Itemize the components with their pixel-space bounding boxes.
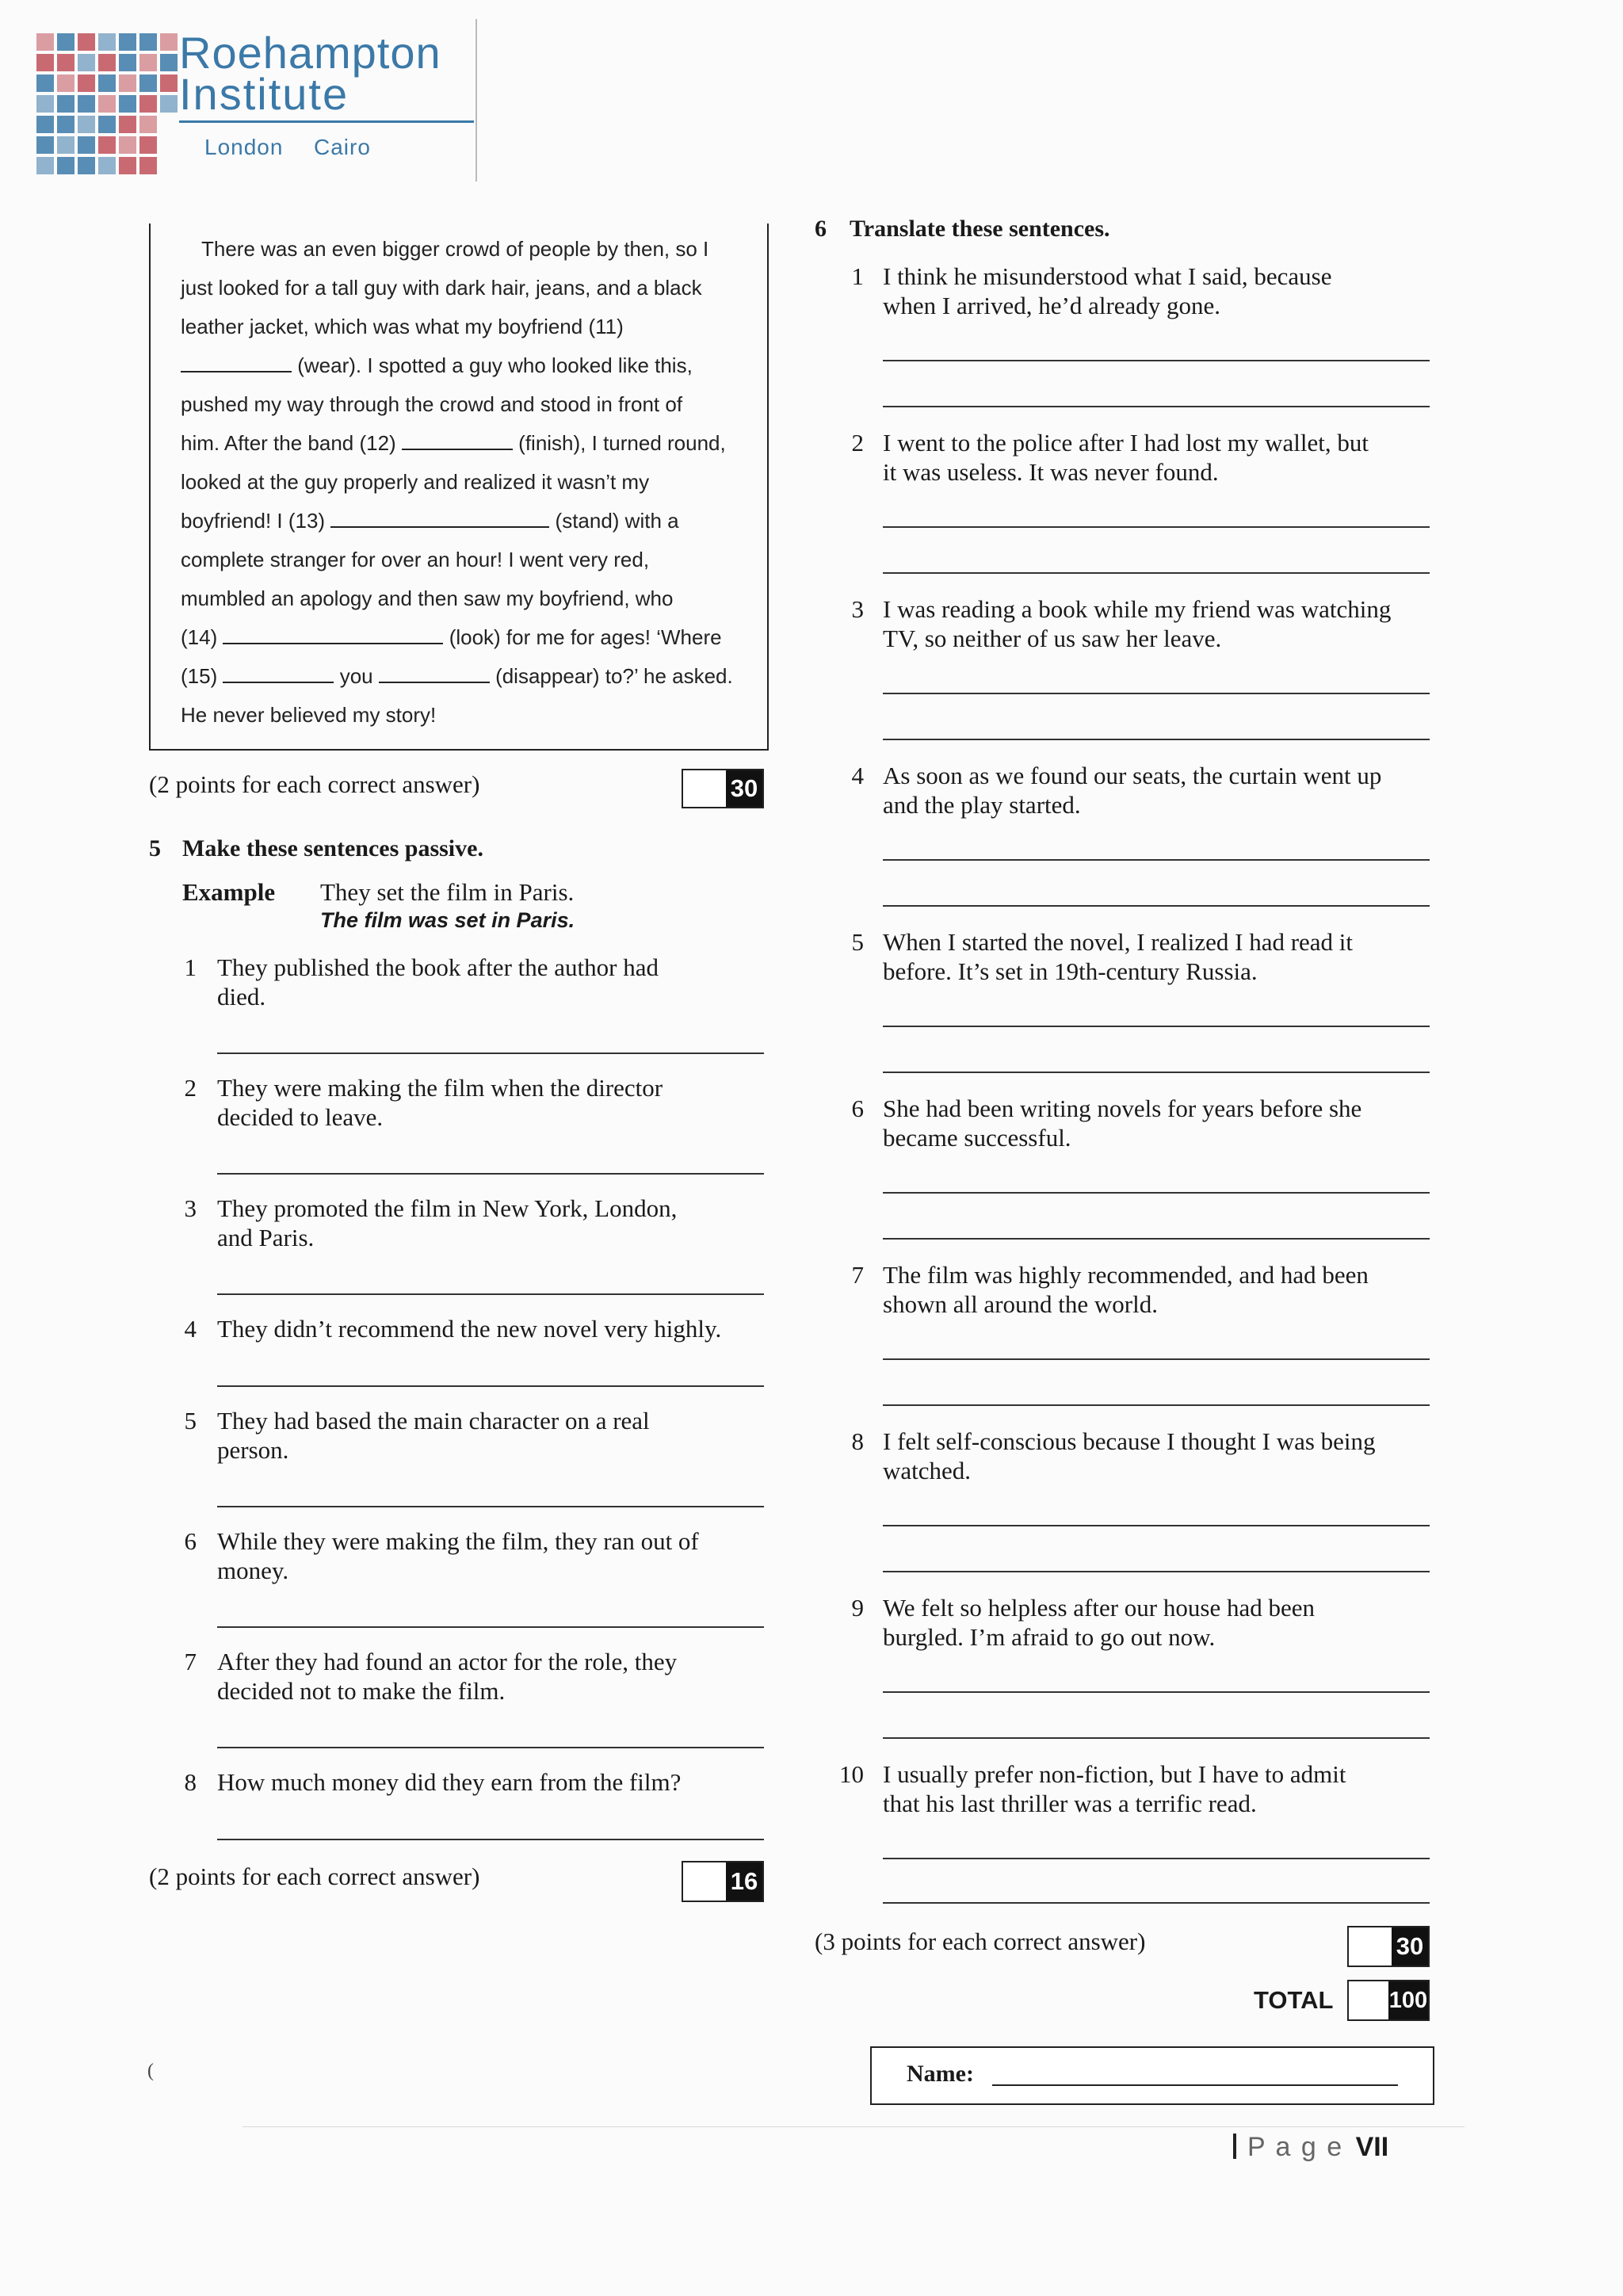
passage-text: complete stranger for over an hour! I went very red,: [181, 548, 650, 571]
section6-score-value: 30: [1392, 1927, 1428, 1966]
item-text: How much money did they earn from the film?: [217, 1768, 682, 1796]
answer-blank[interactable]: [330, 509, 549, 528]
answer-blank[interactable]: [402, 431, 513, 450]
item-text: and Paris.: [217, 1224, 315, 1251]
item-text: burgled. I’m afraid to go out now.: [883, 1623, 1216, 1651]
item-number: 3: [184, 1194, 197, 1222]
passage-text: (stand) with a: [549, 509, 679, 533]
section4-score-value: 30: [726, 770, 762, 807]
item-number: 8: [851, 1427, 864, 1455]
passage-text: (wear). I spotted a guy who looked like this,: [292, 353, 693, 377]
item-text: I usually prefer non-fiction, but I have to admit: [883, 1760, 1346, 1788]
passage-line: [181, 308, 758, 346]
item-text: After they had found an actor for the role, they: [217, 1648, 678, 1675]
passage-line: [181, 502, 758, 541]
logo-divider: [475, 19, 477, 181]
answer-line[interactable]: [883, 1737, 1430, 1739]
passage-line: [181, 230, 758, 269]
logo-rule: [179, 120, 474, 123]
total-label: TOTAL: [1254, 1986, 1334, 2014]
item-number: 4: [184, 1315, 197, 1343]
section4-score-label: (2 points for each correct answer): [149, 770, 480, 798]
item-number: 3: [851, 595, 864, 623]
passage-text: you: [334, 664, 379, 688]
item-text: As soon as we found our seats, the curtain went up: [883, 762, 1382, 789]
passage-line: [181, 269, 758, 308]
answer-line[interactable]: [883, 1192, 1430, 1194]
gap-fill-passage: [181, 230, 758, 735]
logo-name-line1: Roehampton: [179, 28, 441, 78]
answer-line[interactable]: [883, 1691, 1430, 1693]
item-text: and the play started.: [883, 791, 1081, 819]
footer-rule: [242, 2126, 1465, 2127]
passage-line: [181, 346, 758, 385]
answer-line[interactable]: [883, 406, 1430, 407]
item-text: We felt so helpless after our house had been: [883, 1594, 1315, 1622]
answer-line[interactable]: [883, 1571, 1430, 1572]
item-number: 5: [851, 928, 864, 956]
answer-line[interactable]: [883, 1858, 1430, 1859]
item-text: I went to the police after I had lost my wallet, but: [883, 429, 1369, 457]
passage-line: [181, 385, 758, 424]
item-text: I was reading a book while my friend was watching: [883, 595, 1392, 623]
section5-score-box: [682, 1861, 764, 1902]
item-text: decided to leave.: [217, 1103, 384, 1131]
answer-line[interactable]: [883, 360, 1430, 361]
item-text: When I started the novel, I realized I had read it: [883, 928, 1354, 956]
item-number: 9: [851, 1594, 864, 1622]
institute-logo: [35, 28, 447, 182]
footer-bar: [1233, 2134, 1236, 2159]
item-text: They had based the main character on a real: [217, 1407, 650, 1435]
answer-line[interactable]: [217, 1293, 764, 1295]
item-number: 2: [184, 1074, 197, 1102]
item-text: The film was highly recommended, and had been: [883, 1261, 1369, 1289]
item-text: They didn’t recommend the new novel very highly.: [217, 1315, 722, 1343]
answer-line[interactable]: [883, 1525, 1430, 1526]
section5-score-value: 16: [726, 1862, 762, 1901]
logo-city-cairo: Cairo: [314, 135, 371, 159]
section5-title: Make these sentences passive.: [182, 835, 483, 861]
page-label: P a g e: [1247, 2132, 1344, 2162]
passage-text: mumbled an apology and then saw my boyfriend, who: [181, 586, 674, 610]
passage-line: [181, 541, 758, 579]
answer-line[interactable]: [883, 526, 1430, 528]
section5-score-label: (2 points for each correct answer): [149, 1862, 480, 1890]
answer-line[interactable]: [217, 1747, 764, 1748]
item-number: 4: [851, 762, 864, 789]
name-box: [870, 2046, 1434, 2105]
answer-line[interactable]: [217, 1385, 764, 1387]
answer-line[interactable]: [217, 1506, 764, 1507]
item-text: shown all around the world.: [883, 1290, 1158, 1318]
passage-line: [181, 424, 758, 463]
passage-text: (14): [181, 625, 223, 649]
answer-line[interactable]: [883, 1238, 1430, 1240]
answer-line[interactable]: [883, 572, 1430, 574]
passage-line: [181, 579, 758, 618]
item-text: when I arrived, he’d already gone.: [883, 292, 1221, 319]
answer-line[interactable]: [883, 739, 1430, 740]
answer-blank[interactable]: [223, 664, 334, 683]
item-text: While they were making the film, they ran out of: [217, 1527, 699, 1555]
passage-line: [181, 463, 758, 502]
item-text: They promoted the film in New York, London,: [217, 1194, 678, 1222]
logo-mosaic-icon: [35, 32, 193, 182]
item-number: 6: [184, 1527, 197, 1555]
section6-score-box: [1347, 1926, 1430, 1967]
item-text: became successful.: [883, 1124, 1071, 1152]
passage-text: boyfriend! I (13): [181, 509, 331, 533]
answer-line[interactable]: [883, 1026, 1430, 1027]
item-text: decided not to make the film.: [217, 1677, 506, 1705]
passage-text: looked at the guy properly and realized it wasn’t my: [181, 470, 650, 494]
answer-line[interactable]: [217, 1173, 764, 1175]
section6-title: Translate these sentences.: [850, 216, 1110, 242]
section6-number: 6: [815, 216, 827, 242]
item-text: They published the book after the author had: [217, 953, 659, 981]
item-text: person.: [217, 1436, 289, 1464]
passage-text: (disappear) to?’ he asked.: [489, 664, 733, 688]
passage-text: just looked for a tall guy with dark hair, jeans, and a black: [181, 276, 702, 300]
passage-text: (look) for me for ages! ‘Where: [443, 625, 722, 649]
item-number: 1: [184, 953, 197, 981]
item-text: She had been writing novels for years before she: [883, 1095, 1362, 1122]
passage-line: [181, 618, 758, 657]
item-number: 8: [184, 1768, 197, 1796]
answer-line[interactable]: [217, 1626, 764, 1628]
name-input-line[interactable]: [992, 2084, 1398, 2086]
answer-line[interactable]: [217, 1052, 764, 1054]
item-text: I think he misunderstood what I said, because: [883, 262, 1332, 290]
logo-name-line2: Institute: [179, 69, 349, 119]
page-number: VII: [1355, 2132, 1389, 2162]
name-label: Name:: [907, 2061, 974, 2087]
total-score-box: [1347, 1980, 1430, 2021]
item-text: that his last thriller was a terrific read.: [883, 1790, 1257, 1817]
answer-blank[interactable]: [379, 664, 490, 683]
answer-line[interactable]: [883, 1358, 1430, 1360]
example-sentence: They set the film in Paris.: [320, 878, 575, 906]
answer-blank[interactable]: [181, 353, 292, 372]
item-number: 6: [851, 1095, 864, 1122]
section4-score-box: [682, 769, 764, 808]
answer-line[interactable]: [883, 1072, 1430, 1073]
section6-score-label: (3 points for each correct answer): [815, 1927, 1146, 1955]
passage-text: leather jacket, which was what my boyfriend (11): [181, 315, 624, 338]
passage-text: pushed my way through the crowd and stood in front of: [181, 392, 683, 416]
total-score-value: 100: [1388, 1981, 1428, 2019]
answer-line[interactable]: [883, 905, 1430, 907]
passage-text: him. After the band (12): [181, 431, 402, 455]
item-text: They were making the film when the director: [217, 1074, 663, 1102]
answer-blank[interactable]: [223, 625, 443, 644]
item-number: 5: [184, 1407, 197, 1435]
answer-line[interactable]: [883, 859, 1430, 861]
section5-number: 5: [149, 835, 161, 861]
example-answer: The film was set in Paris.: [320, 908, 575, 932]
answer-line[interactable]: [217, 1839, 764, 1840]
passage-text: (finish), I turned round,: [512, 431, 726, 455]
item-number: 1: [851, 262, 864, 290]
passage-text: He never believed my story!: [181, 703, 437, 727]
answer-line[interactable]: [883, 1404, 1430, 1406]
item-number: 10: [839, 1760, 864, 1788]
item-number: 7: [184, 1648, 197, 1675]
passage-line: [181, 657, 758, 696]
answer-line[interactable]: [883, 693, 1430, 694]
item-text: before. It’s set in 19th-century Russia.: [883, 957, 1258, 985]
page-footer: [1233, 2132, 1388, 2163]
passage-line: [181, 696, 758, 735]
item-text: I felt self-conscious because I thought I was being: [883, 1427, 1376, 1455]
item-number: 2: [851, 429, 864, 457]
example-label: Example: [182, 878, 276, 906]
stray-mark: (: [147, 2061, 154, 2081]
item-text: it was useless. It was never found.: [883, 458, 1219, 486]
item-text: died.: [217, 983, 266, 1010]
item-text: TV, so neither of us saw her leave.: [883, 625, 1222, 652]
passage-text: There was an even bigger crowd of people by then, so I: [201, 237, 709, 261]
item-text: watched.: [883, 1457, 972, 1484]
item-number: 7: [851, 1261, 864, 1289]
logo-city-london: London: [204, 135, 284, 159]
answer-line[interactable]: [883, 1902, 1430, 1904]
passage-text: (15): [181, 664, 223, 688]
item-text: money.: [217, 1557, 289, 1584]
